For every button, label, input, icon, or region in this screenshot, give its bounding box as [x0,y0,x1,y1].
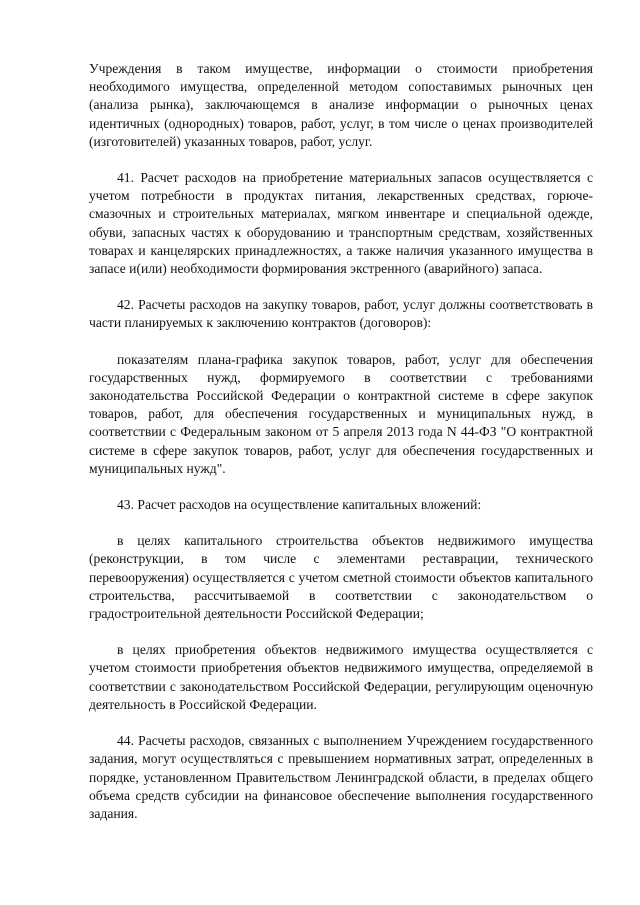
paragraph-continuation: Учреждения в таком имуществе, информации о стоимости приобретения необходимого имущества, определенной методом сопоставимых рыночных цен (анализа рынка), заключающемся в анализе информации о рыночных ценах идентичных (однородных) товаров, работ, услуг, в том числе о ценах производителей (изготовителей) указанных товаров, работ, услуг. [89,61,593,149]
paragraph-43-item-construction: в целях капитального строительства объектов недвижимого имущества (реконструкции, в том числе с элементами реставрации, технического перевооружения) осуществляется с учетом сметной стоимости объектов капитального строительства, рассчитываемой в соответствии с законодательством о градостроительной деятельности Российской Федерации; [89,533,593,622]
paragraph-42-subitem: показателям плана-графика закупок товаров, работ, услуг для обеспечения государственных нужд, формируемого в соответствии с требованиями законодательства Российской Федерации о контрактной системе в сфере закупок товаров, работ, для обеспечения государственных и муниципальных нужд, в соответствии с Федеральным законом от 5 апреля 2013 года N 44-ФЗ "О контрактной системе в сфере закупок товаров, работ, услуг для обеспечения государственных и муниципальных нужд". [89,351,593,476]
paragraph-43: 43. Расчет расходов на осуществление капитальных вложений: [117,497,482,513]
document-page [89,60,593,823]
paragraph-44: 44. Расчеты расходов, связанных с выполнением Учреждением государственного задания, могут осуществляться с превышением нормативных затрат, определенных в порядке, установленном Правительством Ленинградской области, в пределах общего объема средств субсидии на финансовое обеспечение выполнения государственного задания. [89,733,593,821]
paragraph-41: 41. Расчет расходов на приобретение материальных запасов осуществляется с учетом потребности в продуктах питания, лекарственных средствах, горюче-смазочных и строительных материалах, мягком инвентаре и специальной одежде, обуви, запасных частях к оборудованию и транспортным средствам, хозяйственных товарах и канцелярских принадлежностях, а также наличия указанного имущества в запасе и(или) необходимости формирования экстренного (аварийного) запаса. [89,170,593,277]
paragraph-42: 42. Расчеты расходов на закупку товаров, работ, услуг должны соответствовать в части планируемых к заключению контрактов (договоров): [89,297,593,331]
paragraph-43-item-acquisition: в целях приобретения объектов недвижимого имущества осуществляется с учетом стоимости приобретения объектов недвижимого имущества, определяемой в соответствии с законодательством Российской Федерации, регулирующим оценочную деятельность в Российской Федерации. [89,642,593,712]
